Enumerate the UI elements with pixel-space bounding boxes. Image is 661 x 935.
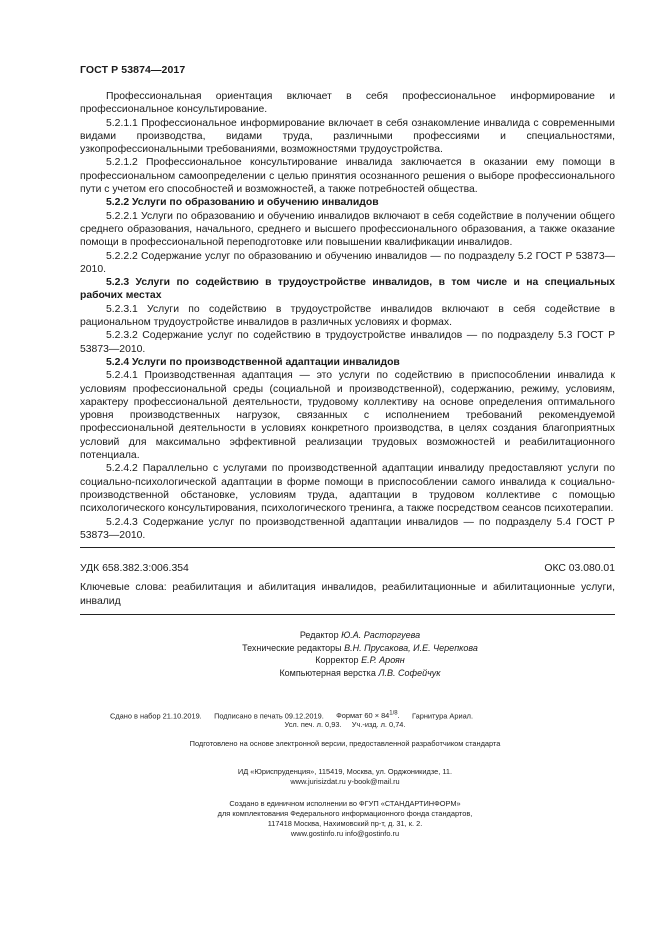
publisher-contacts: www.jurisizdat.ru y-book@mail.ru	[290, 777, 400, 786]
format-prefix: Формат 60 × 84	[336, 711, 390, 721]
credits-block	[150, 629, 570, 679]
keywords: Ключевые слова: реабилитация и абилитация инвалидов, реабилитационные и абилитационные услуги, инвалид	[80, 582, 615, 607]
producer-line1: Создано в единичном исполнении во ФГУП «СТАНДАРТИНФОРМ»	[229, 799, 461, 808]
paragraph: 5.2.4.3 Содержание услуг по производственной адаптации инвалидов — по подразделу 5.4 ГОСТ Р 53873—2010.	[80, 516, 615, 541]
layout-line	[150, 667, 570, 680]
layout-label: Компьютерная верстка	[279, 667, 376, 678]
corrector-label: Корректор	[315, 655, 359, 665]
divider	[80, 547, 615, 548]
layout-name: Л.В. Софейчук	[378, 667, 441, 678]
udk-code: УДК 658.382.3:006.354	[80, 563, 189, 574]
format-fraction: 1/8	[389, 711, 398, 717]
tech-editors-names: В.Н. Прусакова, И.Е. Черепкова	[344, 642, 478, 653]
paragraph: 5.2.4.1 Производственная адаптация — это услуги по содействию в приспособлении инвалида к условиям профессиональной среды (социальной и производственной), содержанию, режиму, условиям, характеру профессиональной деятельности, трудовому коллективу на основе определения оптимального уровня производственных нагрузок, связанных с исполнением требований рекомендуемой профессиональной деятельности в условиях конкретного производства, в целях создания благоприятных условий для максимально эффективной реализации трудовых возможностей и реабилитационного потенциала.	[80, 370, 615, 462]
editor-line	[150, 629, 570, 642]
tech-editors-line	[150, 642, 570, 655]
font-info: Гарнитура Ариал.	[412, 711, 474, 721]
print-info-line2	[110, 720, 580, 730]
editor-name: Ю.А. Расторгуева	[341, 630, 421, 640]
section-heading: 5.2.2 Услуги по образованию и обучению инвалидов	[106, 197, 379, 209]
tech-editors-label: Технические редакторы	[242, 642, 342, 653]
paragraph: 5.2.3.1 Услуги по содействию в трудоустройстве инвалидов включают в себя содействие в рациональном трудоустройстве инвалидов в различных условиях и формах.	[80, 303, 615, 329]
prepared-note: Подготовлено на основе электронной версии, предоставленной разработчиком стандарта	[189, 739, 501, 748]
paragraph: Профессиональная ориентация включает в себя профессиональное информирование и профессиональное консультирование.	[80, 91, 615, 116]
document-header: ГОСТ Р 53874—2017	[80, 64, 186, 76]
sheets: Усл. печ. л. 0,93.	[284, 720, 342, 729]
publisher-address: ИД «Юриспруденция», 115419, Москва, ул. Орджоникидзе, 11.	[237, 767, 453, 776]
signed-date: Подписано в печать 09.12.2019.	[214, 711, 324, 721]
paragraph: 5.2.4.2 Параллельно с услугами по производственной адаптации инвалиду предоставляют услуги по социально-психологической адаптации в форме помощи в приспособлении самого инвалида к социально-производственной обстановке, условиям труда, адаптации в трудовом коллективе с помощью психологического консультирования, психологического тренинга, а также посредством сеансов психотерапии.	[80, 463, 615, 515]
oks-code: ОКС 03.080.01	[544, 563, 615, 574]
producer-line3: 117418 Москва, Нахимовский пр-т, д. 31, к. 2.	[267, 819, 423, 828]
section-heading: 5.2.3 Услуги по содействию в трудоустройстве инвалидов, в том числе и на специальных рабочих местах	[80, 277, 615, 302]
document-body	[80, 90, 615, 542]
submitted-date: Сдано в набор 21.10.2019.	[110, 711, 202, 721]
producer-line4: www.gostinfo.ru info@gostinfo.ru	[290, 829, 400, 838]
paragraph: 5.2.3.2 Содержание услуг по содействию в трудоустройстве инвалидов — по подразделу 5.3 ГОСТ Р 53873—2010.	[80, 330, 615, 355]
corrector-line	[150, 654, 570, 667]
paragraph: 5.2.2.2 Содержание услуг по образованию и обучению инвалидов — по подразделу 5.2 ГОСТ Р 53873—2010.	[80, 250, 615, 275]
pub-sheets: Уч.-изд. л. 0,74.	[351, 720, 406, 729]
divider	[80, 614, 615, 615]
paragraph: 5.2.1.1 Профессиональное информирование включает в себя ознакомление инвалида с современными видами производства, видами труда, различными профессиями и специальностями, узкопрофессиональными требованиями, возможностями трудоустройства.	[80, 117, 615, 156]
section-heading: 5.2.4 Услуги по производственной адаптации инвалидов	[106, 356, 400, 368]
paragraph: 5.2.1.2 Профессиональное консультирование инвалида заключается в оказании ему помощи в профессиональном самоопределении с целью принятия осознанного решения о выборе профессионального пути с учетом его способностей и возможностей, а также потребностей общества.	[80, 157, 615, 196]
producer-line2: для комплектования Федерального информационного фонда стандартов,	[217, 809, 473, 818]
editor-label: Редактор	[299, 630, 339, 640]
paragraph: 5.2.2.1 Услуги по образованию и обучению инвалидов включают в себя содействие в получении общего среднего образования, начального, среднего и высшего профессионального образования, а также оказание помощи в профессиональной переподготовке или повышении квалификации инвалидов.	[80, 210, 615, 249]
corrector-name: Е.Р. Ароян	[361, 655, 405, 665]
format-suffix: .	[397, 711, 400, 721]
